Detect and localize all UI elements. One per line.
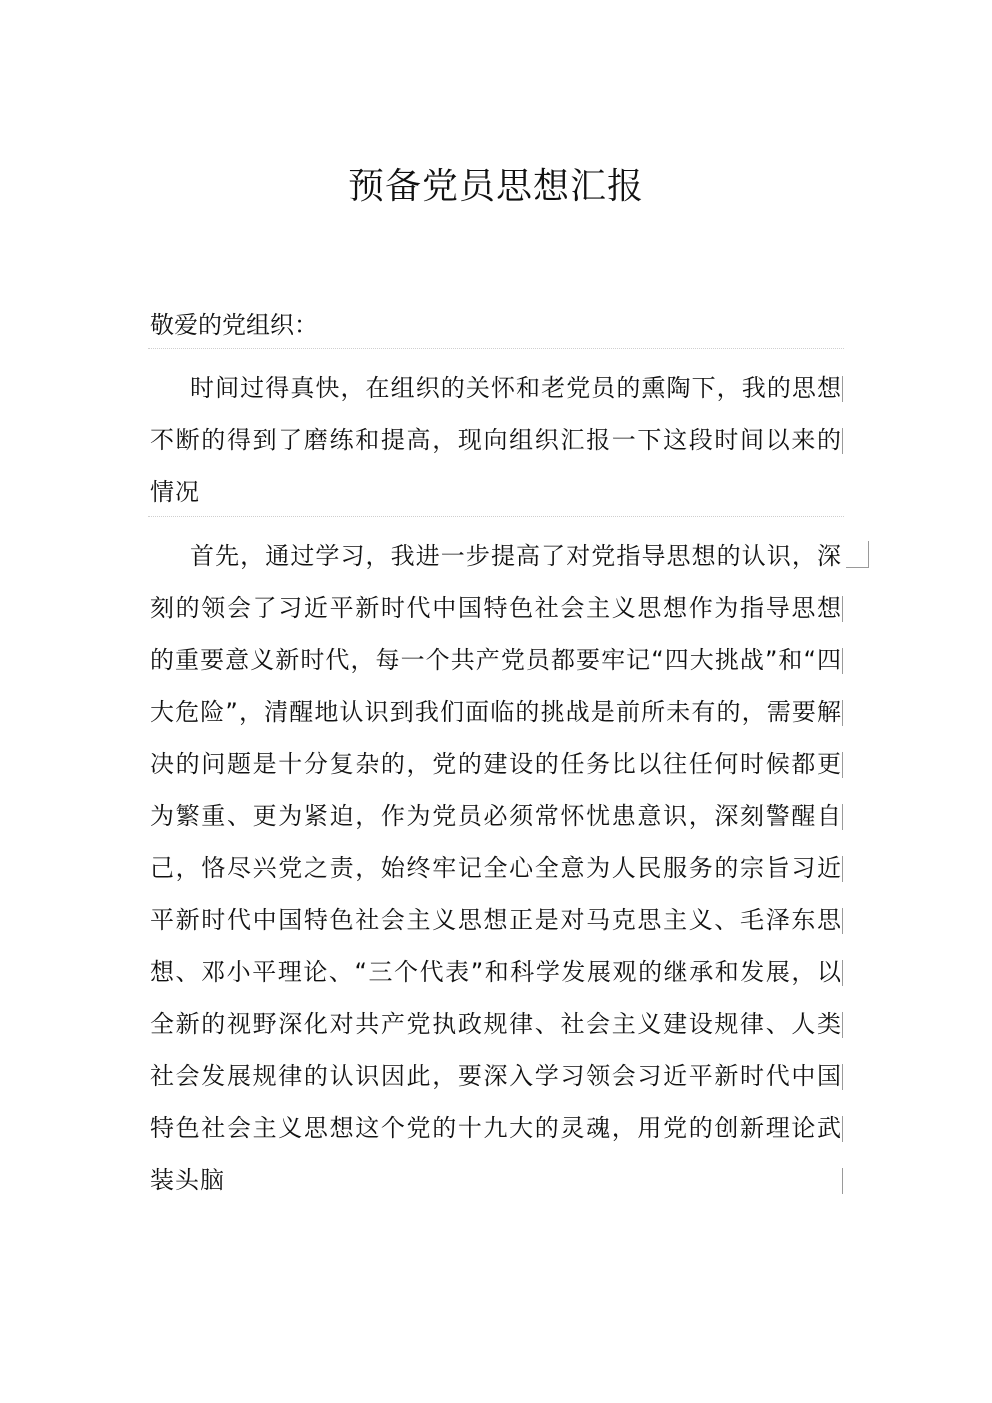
- paragraph-divider-top: [148, 348, 844, 349]
- salutation: 敬爱的党组织：: [150, 311, 318, 339]
- text-margin-marker: [842, 1116, 843, 1142]
- text-margin-marker: [842, 1064, 843, 1090]
- text-margin-marker: [842, 908, 843, 934]
- text-overflow-marker: [846, 541, 869, 568]
- text-margin-marker: [842, 700, 843, 726]
- text-margin-marker: [842, 1168, 843, 1194]
- text-margin-marker: [842, 428, 843, 454]
- text-margin-marker: [842, 804, 843, 830]
- text-margin-marker: [842, 376, 843, 402]
- text-margin-marker: [842, 648, 843, 674]
- text-margin-marker: [842, 1012, 843, 1038]
- text-margin-marker: [842, 856, 843, 882]
- document-title: 预备党员思想汇报: [347, 166, 644, 207]
- paragraph-intro: 时间过得真快，在组织的关怀和老党员的熏陶下，我的思想不断的得到了磨练和提高，现向组织汇报一下这段时间以来的情况: [150, 374, 842, 506]
- text-margin-marker: [842, 960, 843, 986]
- text-margin-marker: [842, 752, 843, 778]
- paragraph-body: 首先，通过学习，我进一步提高了对党指导思想的认识，深刻的领会了习近平新时代中国特色社会主义思想作为指导思想的重要意义新时代，每一个共产党员都要牢记“四大挑战”和“四大危险”，清醒地认识到我们面临的挑战是前所未有的，需要解决的问题是十分复杂的，党的建设的任务比以往任何时候都更为繁重、更为紧迫，作为党员必须常怀忧患意识，深刻警醒自己，恪尽兴党之责，始终牢记全心全意为人民服务的宗旨习近平新时代中国特色社会主义思想正是对马克思主义、毛泽东思想、邓小平理论、“三个代表”和科学发展观的继承和发展，以全新的视野深化对共产党执政规律、社会主义建设规律、人类社会发展规律的认识因此，要深入学习领会习近平新时代中国特色社会主义思想这个党的十九大的灵魂，用党的创新理论武装头脑: [150, 542, 842, 1194]
- text-margin-marker: [842, 596, 843, 622]
- paragraph-divider-middle: [148, 516, 844, 517]
